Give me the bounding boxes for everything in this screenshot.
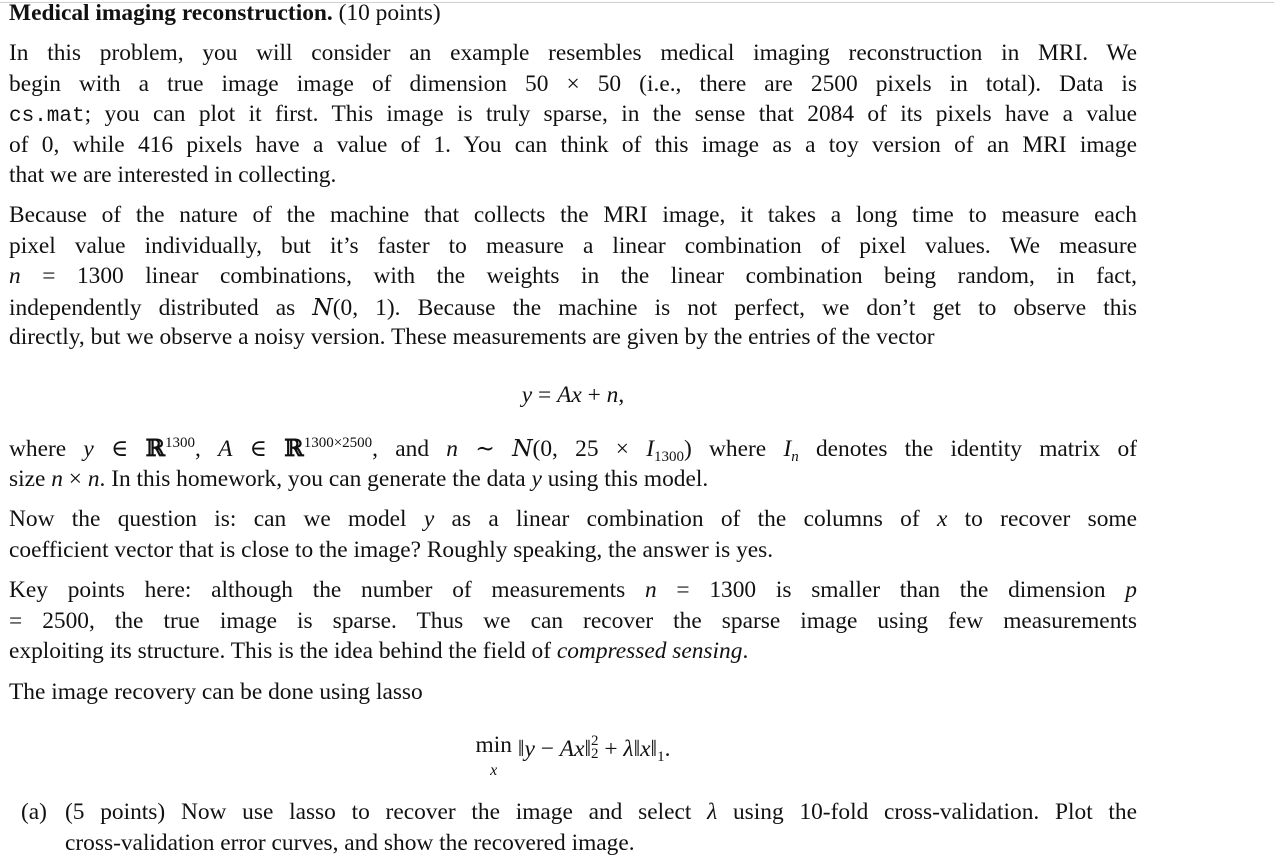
problem-heading	[9, 0, 441, 29]
text-line: coefficient vector that is close to the image? Roughly speaking, the answer is yes.	[9, 536, 774, 563]
lasso-equation: min x ‖y − Ax‖ 2 2 + $\lambda‖x‖_1$.	[475, 732, 671, 780]
problem-title: Medical imaging reconstruction.	[9, 0, 333, 26]
filename: cs.mat	[9, 105, 85, 128]
text-line: independently distributed as N(0, 1). Because the machine is not perfect, we don’t get to observe this	[9, 292, 1138, 321]
text-line: The image recovery can be done using lasso	[9, 679, 423, 705]
text-line: In this problem, you will consider an example resembles medical imaging reconstruction in MRI. We	[9, 40, 1137, 66]
emphasis-term: compressed sensing	[556, 638, 743, 664]
text-line: = 2500, the true image is sparse. Thus we can recover the sparse image using few measurements	[9, 607, 1137, 634]
text-line: pixel value individually, but it’s faster to measure a linear combination of pixel values. We measure	[9, 232, 1137, 259]
intro-paragraph	[9, 38, 1137, 191]
text-line: directly, but we observe a noisy version. These measurements are given by the entries of the vector	[9, 324, 935, 350]
text-line: cross-validation error curves, and show the recovered image.	[65, 829, 635, 856]
text-line: n = 1300 linear combinations, with the weights in the linear combination being random, in fact,	[9, 263, 1137, 289]
problem-points: (10 points)	[338, 0, 441, 26]
text-line: of 0, while 416 pixels have a value of 1. You can think of this image as a toy version of an MRI image	[9, 131, 1137, 158]
text-line: Now the question is: can we model y as a linear combination of the columns of x to recover some	[9, 506, 1137, 532]
text-line: size n × n. In this homework, you can generate the data y using this model.	[9, 465, 709, 492]
text-line: cs.mat; you can plot it first. This image is truly sparse, in the sense that 2084 of its pixels have a value	[9, 101, 1137, 128]
model-equation: y = Ax + n,	[521, 382, 625, 408]
keypoints-paragraph	[9, 575, 1137, 667]
text-line: Because of the nature of the machine that collects the MRI image, it takes a long time to measure each	[9, 202, 1137, 228]
question-paragraph	[9, 504, 1137, 565]
text-line: exploiting its structure. This is the idea behind the field of compressed sensing.	[9, 638, 749, 664]
where-paragraph	[9, 433, 1137, 494]
text-line: Key points here: although the number of measurements n = 1300 is smaller than the dimension p	[9, 577, 1137, 603]
part-body	[65, 797, 1137, 858]
min-operator: min x	[475, 732, 512, 780]
text-line: begin with a true image image of dimension 50 × 50 (i.e., there are 2500 pixels in total). Data is	[9, 70, 1137, 97]
lasso-intro	[9, 677, 1137, 708]
text-line: where y ∈ ℝ$^{1300}$, A ∈ ℝ$^{1300\times 2500}$, and n ∼ N(0, $25 \times I_{1300}$) where $I_n$ denotes the identity matrix of	[9, 434, 1137, 465]
normal-dist-symbol: N	[312, 292, 333, 321]
part-label: (a)	[21, 799, 47, 825]
text-line: that we are interested in collecting.	[9, 162, 337, 188]
measurement-paragraph	[9, 200, 1137, 353]
text-line: (5 points) Now use lasso to recover the image and select λ using 10-fold cross-validation. Plot the	[65, 799, 1138, 825]
